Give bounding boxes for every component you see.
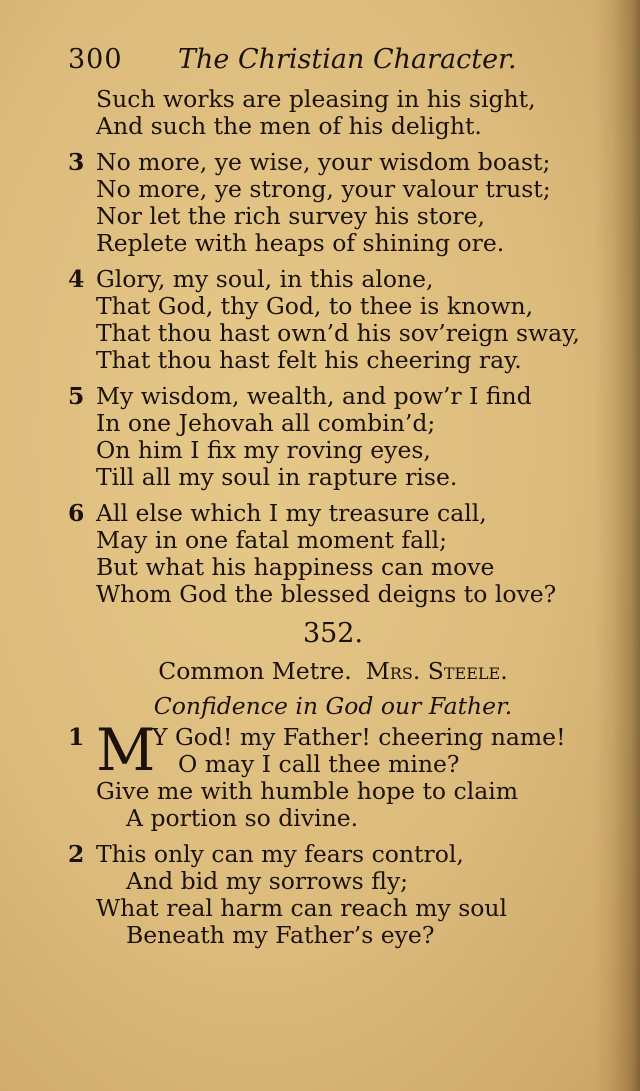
verse-line: On him I fix my roving eyes,: [96, 436, 431, 464]
verse-line: Nor let the rich survey his store,: [96, 202, 486, 230]
verse-line: In one Jehovah all combin’d;: [96, 409, 436, 437]
hymn-number: 352.: [302, 618, 364, 649]
hymn-meter-line: [68, 654, 628, 688]
verse-line: 6 All else which I my treasure call,: [68, 499, 487, 527]
verse-line: Whom God the blessed deigns to love?: [96, 580, 557, 608]
verse-line: Beneath my Father’s eye?: [126, 921, 435, 949]
verse-line: That thou hast own’d his sov’reign sway,: [96, 319, 580, 347]
verse-line: O may I call thee mine?: [178, 750, 460, 778]
hymn-author: Mrs. Steele.: [365, 657, 508, 685]
stanza-number: 2: [68, 840, 85, 868]
verse-line: That God, thy God, to thee is known,: [96, 292, 534, 320]
verse-line: And such the men of his delight.: [96, 112, 482, 140]
stanza-number: 6: [68, 499, 85, 527]
stanza-number: 3: [68, 148, 85, 176]
verse-line: Such works are pleasing in his sight,: [96, 85, 536, 113]
stanza-number: 5: [68, 382, 85, 410]
verse-line: 1 M Y God! my Father! cheering name!: [68, 716, 566, 784]
page-number: 300: [68, 44, 123, 75]
verse-line: 5 My wisdom, wealth, and pow’r I find: [68, 382, 532, 410]
running-title: The Christian Character.: [178, 44, 517, 75]
stanza-number: 1: [68, 723, 85, 751]
hymn-title: Confidence in God our Father.: [153, 692, 513, 720]
verse-line: What real harm can reach my soul: [96, 894, 508, 922]
page-header: [68, 40, 608, 80]
drop-cap: M: [96, 716, 156, 784]
verse-line: May in one fatal moment fall;: [96, 526, 448, 554]
verse-line: Give me with humble hope to claim: [96, 777, 519, 805]
verse-line: 3 No more, ye wise, your wisdom boast;: [68, 148, 551, 176]
verse-line: 4 Glory, my soul, in this alone,: [68, 265, 434, 293]
hymn-meter: Common Metre.: [158, 657, 352, 685]
stanza-number: 4: [68, 265, 85, 293]
verse-line: Till all my soul in rapture rise.: [96, 463, 458, 491]
verse-line: But what his happiness can move: [96, 553, 495, 581]
page-body: [68, 86, 628, 949]
verse-line: 2 This only can my fears control,: [68, 840, 464, 868]
verse-line: That thou hast felt his cheering ray.: [96, 346, 522, 374]
verse-line: No more, ye strong, your valour trust;: [96, 175, 551, 203]
verse-line: And bid my sorrows fly;: [126, 867, 409, 895]
verse-line: A portion so divine.: [126, 804, 359, 832]
verse-line: Replete with heaps of shining ore.: [96, 229, 505, 257]
